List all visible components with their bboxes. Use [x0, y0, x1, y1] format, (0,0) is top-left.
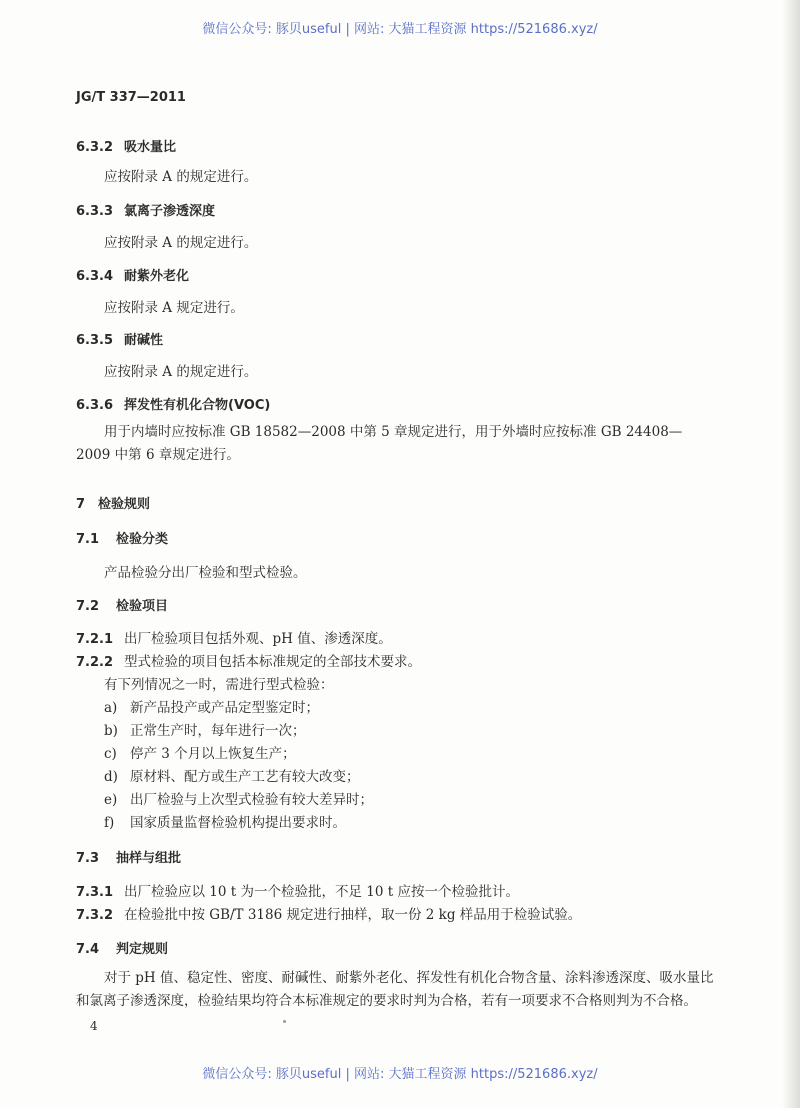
- section-heading: 7.4 判定规则: [76, 942, 169, 957]
- page-number: 4: [90, 1019, 98, 1033]
- list-item: a) 新产品投产或产品定型鉴定时；: [104, 700, 319, 716]
- section-body: 对于 pH 值、稳定性、密度、耐碱性、耐紫外老化、挥发性有机化合物含量、涂料渗透深度、吸水量比和氯离子渗透深度，检验结果均符合本标准规定的要求时判为合格，若有一项要求不合格则判为不合格。: [76, 970, 714, 1009]
- section-body: 应按附录 A 的规定进行。: [104, 235, 258, 251]
- watermark-top: 微信公众号: 豚贝useful | 网站: 大猫工程资源 https://521686.xyz/: [202, 22, 598, 37]
- scan-speck: [283, 1020, 286, 1023]
- section-heading: 6.3.2 吸水量比: [76, 140, 177, 155]
- list-item: d) 原材料、配方或生产工艺有较大改变；: [104, 769, 360, 785]
- clause: 7.2.1 出厂检验项目包括外观、pH 值、渗透深度。: [76, 631, 392, 647]
- list-item: e) 出厂检验与上次型式检验有较大差异时；: [104, 792, 373, 808]
- clause: 7.3.1 出厂检验应以 10 t 为一个检验批，不足 10 t 应按一个检验批计。: [76, 884, 519, 900]
- section-heading: 6.3.5 耐碱性: [76, 333, 164, 348]
- clause: 7.2.2 型式检验的项目包括本标准规定的全部技术要求。: [76, 654, 421, 670]
- section-body: 应按附录 A 的规定进行。: [104, 364, 258, 380]
- chapter-heading: 7 检验规则: [76, 497, 151, 512]
- section-body: 应按附录 A 的规定进行。: [104, 169, 258, 185]
- section-heading: 6.3.3 氯离子渗透深度: [76, 204, 216, 219]
- section-heading: 6.3.6 挥发性有机化合物(VOC): [76, 398, 271, 413]
- section-body: 应按附录 A 规定进行。: [104, 300, 244, 316]
- clause-intro: 有下列情况之一时，需进行型式检验：: [104, 677, 334, 693]
- section-heading: 7.3 抽样与组批: [76, 851, 182, 866]
- list-item: b) 正常生产时，每年进行一次；: [104, 723, 306, 739]
- list-item: c) 停产 3 个月以上恢复生产；: [104, 746, 296, 762]
- section-heading: 7.2 检验项目: [76, 599, 169, 614]
- section-heading: 7.1 检验分类: [76, 532, 169, 547]
- watermark-bottom: 微信公众号: 豚贝useful | 网站: 大猫工程资源 https://521686.xyz/: [202, 1067, 598, 1082]
- section-body: 产品检验分出厂检验和型式检验。: [104, 565, 307, 581]
- section-body: 用于内墙时应按标准 GB 18582—2008 中第 5 章规定进行，用于外墙时应按标准 GB 24408—2009 中第 6 章规定进行。: [76, 424, 683, 463]
- section-heading: 6.3.4 耐紫外老化: [76, 269, 190, 284]
- list-item: f) 国家质量监督检验机构提出要求时。: [104, 815, 346, 831]
- clause: 7.3.2 在检验批中按 GB/T 3186 规定进行抽样，取一份 2 kg 样品用于检验试验。: [76, 907, 582, 923]
- scan-edge-shadow: [782, 0, 800, 1108]
- document-code: JG/T 337—2011: [76, 90, 186, 105]
